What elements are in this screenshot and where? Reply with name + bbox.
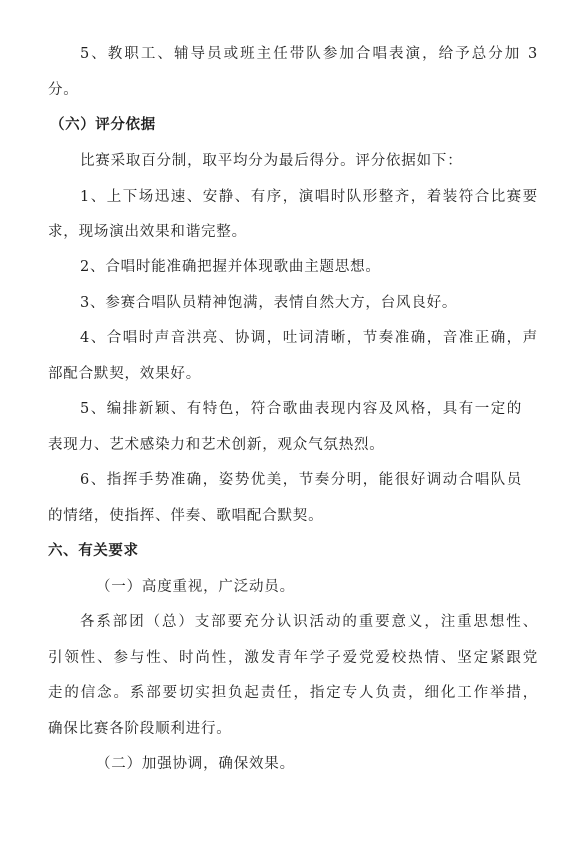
paragraph-line: 引领性、参与性、时尚性，激发青年学子爱党爱校热情、坚定紧跟党: [48, 650, 538, 666]
paragraph-line: 分。: [48, 82, 79, 98]
paragraph-line: 5、编排新颖、有特色，符合歌曲表现内容及风格，具有一定的: [80, 401, 522, 417]
paragraph-line: 表现力、艺术感染力和艺术创新，观众气氛热烈。: [48, 437, 385, 453]
paragraph-line: 确保比赛各阶段顺利进行。: [48, 721, 232, 737]
paragraph-line: 走的信念。系部要切实担负起责任，指定专人负责，细化工作举措，: [48, 685, 538, 701]
paragraph-line: 比赛采取百分制，取平均分为最后得分。评分依据如下：: [80, 153, 463, 169]
section-heading: （六）评分依据: [50, 117, 156, 133]
section-heading: 六、有关要求: [48, 543, 139, 559]
paragraph-line: 6、指挥手势准确，姿势优美，节奏分明，能很好调动合唱队员: [80, 472, 522, 488]
paragraph-line: 3、参赛合唱队员精神饱满，表情自然大方，台风良好。: [80, 295, 458, 311]
paragraph-line: 部配合默契，效果好。: [48, 366, 201, 382]
paragraph-line: 各系部团（总）支部要充分认识活动的重要意义，注重思想性、: [80, 614, 538, 630]
subsection-heading: （一）高度重视，广泛动员。: [96, 579, 295, 595]
subsection-heading: （二）加强协调，确保效果。: [96, 756, 295, 772]
paragraph-line: 求，现场演出效果和谐完整。: [48, 224, 247, 240]
paragraph-line: 5、教职工、辅导员或班主任带队参加合唱表演，给予总分加 3: [80, 46, 538, 62]
paragraph-line: 4、合唱时声音洪亮、协调，吐词清晰，节奏准确，音准正确，声: [80, 330, 538, 346]
paragraph-line: 1、上下场迅速、安静、有序，演唱时队形整齐，着装符合比赛要: [80, 189, 538, 205]
paragraph-line: 2、合唱时能准确把握并体现歌曲主题思想。: [80, 259, 381, 275]
paragraph-line: 的情绪，使指挥、伴奏、歌唱配合默契。: [48, 508, 324, 524]
